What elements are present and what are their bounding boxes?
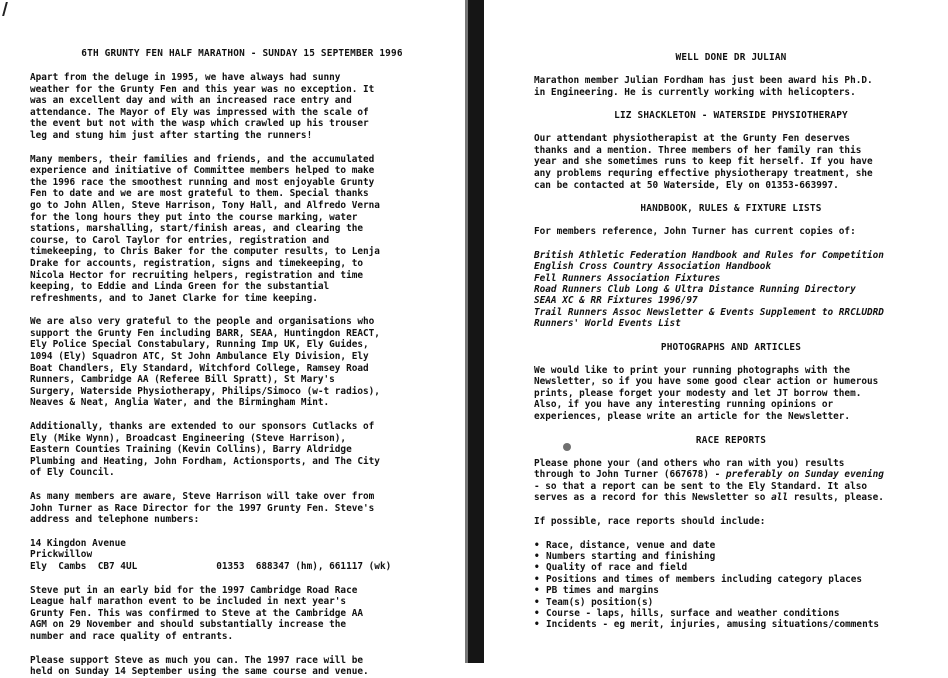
bullet-icon: • (534, 573, 540, 585)
bullet-icon: • (534, 596, 540, 608)
bullet-icon: • (534, 585, 540, 597)
address-line: 14 Kingdon Avenue (30, 537, 126, 549)
right-page (484, 0, 948, 663)
bullet-icon: • (534, 607, 540, 619)
paragraph-supporters: We are also very grateful to the people and organisations who support the Grunty Fen including BARR, SEAA, Huntingdon REACT, Ely Police Special Constabulary, Running Imp UK, Ely Guides, 1094 (Ely) Squadron ATC, St John Ambulance Ely Division, Ely Boat Chandlers, Ely Standard, Witchford College, Ramsey Road Runners, Cambridge AA (Referee Bill Spratt), St Mary's Surgery, Waterside Physiotherapy, Philips/Simoco (w-t radios), Neaves & Neat, Anglia Water, and the Birmingham Mint. (30, 316, 380, 409)
report-text: Please phone your (and others who ran with you) results through to John Turner (667678) - (534, 457, 845, 481)
bullet-icon: • (534, 619, 540, 631)
list-item: • Quality of race and field (534, 562, 688, 574)
heading-dr-julian: WELL DONE DR JULIAN (675, 52, 787, 63)
address-line: Prickwillow (30, 549, 93, 561)
paragraph-dr-julian: Marathon member Julian Fordham has just been award his Ph.D. in Engineering. He is currently working with helicopters. (534, 75, 873, 98)
report-bullet-list (534, 540, 928, 631)
list-item: • Positions and times of members including category places (534, 573, 863, 585)
heading-handbook: HANDBOOK, RULES & FIXTURE LISTS (640, 203, 822, 215)
report-emphasis: all (771, 492, 788, 504)
paragraph-intro: Apart from the deluge in 1995, we have always had sunny weather for the Grunty Fen and this year was no exception. It was an excellent day and with an increased race entry and attendance. The Mayor of Ely was impressed with the scale of the event but not with the wasp which crawled up his trouser leg and stung him just after starting the runners! (30, 72, 375, 141)
heading-physiotherapy: LIZ SHACKLETON - WATERSIDE PHYSIOTHERAPY (614, 110, 848, 122)
address-line: Ely Cambs CB7 4UL 01353 688347 (hm), 661117 (wk) (30, 560, 392, 572)
list-item: Fell Runners Association Fixtures (534, 272, 721, 284)
handbook-list (534, 250, 928, 330)
list-item: Road Runners Club Long & Ultra Distance Running Directory (534, 283, 856, 295)
paragraph-report-include: If possible, race reports should include: (534, 515, 766, 527)
bullet-icon: • (534, 550, 540, 562)
bullet-icon: • (534, 539, 540, 551)
bullet-icon: • (534, 562, 540, 574)
list-item: • Race, distance, venue and date (534, 539, 716, 551)
paragraph-sponsors: Additionally, thanks are extended to our sponsors Cutlacks of Ely (Mike Wynn), Broadcast Engineering (Steve Harrison), Eastern Counties Training (Kevin Collins), Barry Aldridge Plumbing and Heating, John Fordham, Actionsports, and The City of Ely Council. (30, 421, 380, 479)
paragraph-race-reports (534, 458, 928, 504)
paragraph-thanks: Many members, their families and friends, and the accumulated experience and initiative of Committee members helped to make the 1996 race the smoothest running and most enjoyable Grunty Fen to date and we are most grateful to them. Special thanks go to John Allen, Steve Harrison, Tony Hall, and Alfredo Verna for the long hours they put into the course marking, water stations, marshalling, start/finish areas, and clearing the course, to Carol Taylor for entries, registration and timekeeping, to Chris Baker for the computer results, to Lenja Drake for accounts, registration, signs and timekeeping, to Nicola Hector for recruiting helpers, registration and time keeping, to Eddie and Linda Green for the substantial refreshments, and to Janet Clarke for time keeping. (30, 153, 380, 304)
list-item: Trail Runners Assoc Newsletter & Events Supplement to RRCLUDRD (534, 306, 884, 318)
article-title: 6TH GRUNTY FEN HALF MARATHON - SUNDAY 15 SEPTEMBER 1996 (81, 48, 403, 59)
list-item: SEAA XC & RR Fixtures 1996/97 (534, 295, 698, 307)
report-text: - so that a report can be sent to the Ely Standard. It also serves as a record for this Newsletter so (534, 480, 868, 504)
list-item: • Team(s) position(s) (534, 596, 654, 608)
list-item: English Cross Country Association Handbook (534, 261, 772, 273)
address-block (30, 538, 454, 573)
report-emphasis: preferably on Sunday evening (725, 469, 884, 481)
paragraph-league-bid: Steve put in an early bid for the 1997 Cambridge Road Race League half marathon event to be included in next year's Grunty Fen. This was confirmed to Steve at the Cambridge AA AGM on 29 November and should substantially increase the number and race quality of entrants. (30, 584, 364, 642)
paragraph-photographs: We would like to print your running photographs with the Newsletter, so if you have some good clear action or humerous prints, please forget your modesty and let JT borrow them. Also, if you have any interesting running opinions or experiences, please write an article for the Newsletter. (534, 364, 879, 422)
heading-race-reports: RACE REPORTS (695, 434, 767, 446)
list-item: Runners' World Events List (534, 318, 681, 330)
report-text: results, please. (788, 492, 884, 504)
list-item: • PB times and margins (534, 585, 659, 597)
paragraph-physiotherapy: Our attendant physiotherapist at the Grunty Fen deserves thanks and a mention. Three members of her family ran this year and she sometimes runs to keep fit herself. If you have any problems requring effective physiotherapy treatment, she can be contacted at 50 Waterside, Ely on 01353-663997. (534, 133, 873, 191)
heading-photographs: PHOTOGRAPHS AND ARTICLES (660, 341, 802, 353)
paragraph-support-steve: Please support Steve as much you can. The 1997 race will be held on Sunday 14 September using the same course and venue. (30, 654, 369, 678)
list-item: • Incidents - eg merit, injuries, amusing situations/comments (534, 619, 880, 631)
list-item: British Athletic Federation Handbook and Rules for Competition (534, 249, 884, 261)
left-page (0, 0, 472, 678)
list-item: • Course - laps, hills, surface and weather conditions (534, 607, 840, 619)
paragraph-handbook-intro: For members reference, John Turner has current copies of: (534, 226, 856, 238)
paragraph-race-director: As many members are aware, Steve Harrison will take over from John Turner as Race Director for the 1997 Grunty Fen. Steve's address and telephone numbers: (30, 491, 375, 526)
list-item: • Numbers starting and finishing (534, 550, 716, 562)
